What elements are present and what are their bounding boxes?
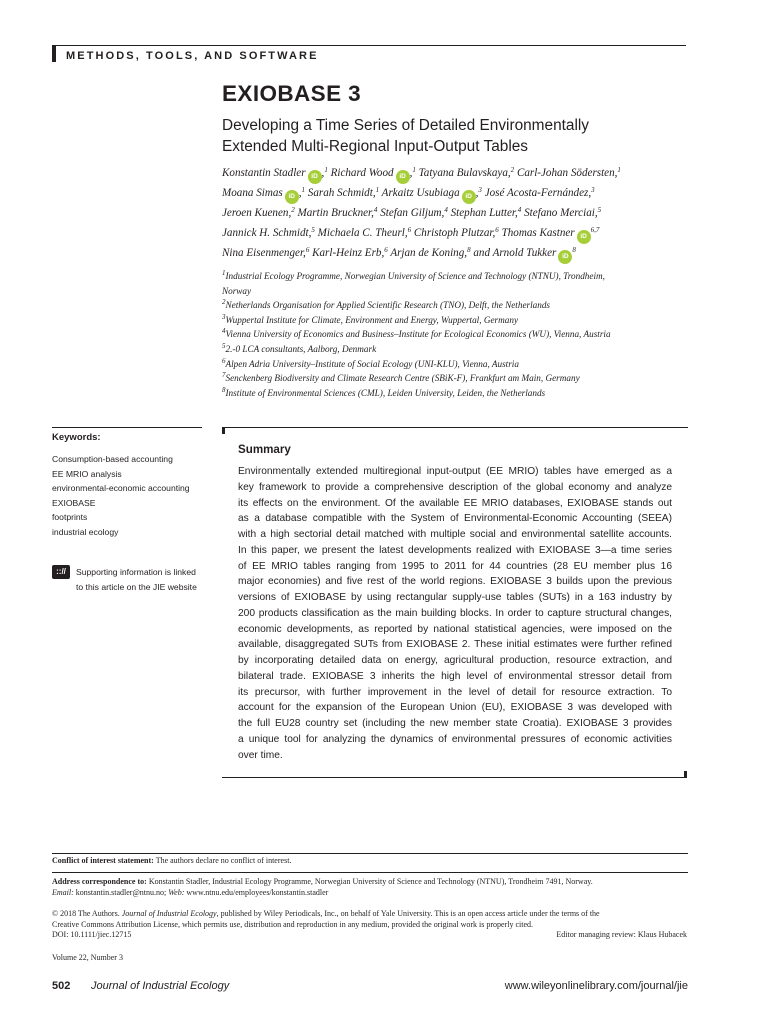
author-name: Christoph Plutzar — [413, 226, 493, 239]
summary-line: account for the expansion of the European Union (EU), EXIOBASE 3 was developed with — [238, 702, 672, 714]
affiliation-list — [222, 269, 692, 400]
affil-text: Wuppertal Institute for Climate, Environment and Energy, Wuppertal, Germany — [225, 314, 519, 325]
affil-ref: 1 — [375, 186, 380, 194]
managing-editor: Editor managing review: Klaus Hubacek — [556, 930, 687, 939]
keyword: footprints — [52, 512, 88, 523]
summary-line: the full EU28 country set (including the new member state Croatia). EXIOBASE 3 provides — [238, 718, 672, 729]
affil-number: 5 — [222, 341, 226, 350]
summary-line: its precursor, with further improvement in the level of detail for resource extraction. To — [238, 686, 672, 698]
author-line: Konstantin Stadler iD ,$^1$ Richard Wood iD ,$^1$ Tatyana Bulavskaya,$^2$ Carl-Johan Södersten,$^1$ — [222, 164, 692, 184]
orcid-icon[interactable]: iD — [462, 190, 476, 204]
summary-corner-mark — [222, 427, 225, 434]
affil-ref: 4 — [444, 206, 448, 214]
supporting-info-text[interactable] — [76, 565, 216, 595]
email-link[interactable]: konstantin.stadler@ntnu.no; — [75, 887, 167, 897]
affil-ref: 4 — [517, 206, 522, 214]
affil-ref: 6 — [305, 245, 310, 254]
section-label: METHODS, TOOLS, AND SOFTWARE — [66, 50, 319, 62]
article-subtitle — [222, 115, 692, 157]
author-name: Sarah Schmidt — [307, 187, 373, 199]
affiliation — [222, 342, 692, 357]
summary-line: of EE MRIO tables ranging from 1995 to 2011 for 44 countries (28 EU member plus 16 — [238, 560, 672, 572]
affil-ref: 4 — [373, 206, 378, 214]
affiliation — [222, 371, 692, 386]
affil-number: 7 — [222, 371, 226, 380]
summary-line: a unique tool for analyzing the dynamics of environmental pressures of economic activities — [238, 733, 672, 745]
supporting-info-icon[interactable]: ::// — [52, 565, 70, 579]
author-name: Jannick H. Schmidt — [222, 226, 309, 239]
article-title: EXIOBASE 3 — [222, 81, 362, 106]
journal-website[interactable]: www.wileyonlinelibrary.com/journal/jie — [504, 980, 688, 992]
summary-line: key framework to provide a comprehensive description of the global economy and analyze — [238, 481, 672, 493]
keyword: EXIOBASE — [52, 497, 96, 508]
affil-text: Netherlands Organisation for Applied Scientific Research (TNO), Delft, the Netherlands — [225, 300, 551, 311]
volume-info: Volume 22, Number 3 — [52, 953, 123, 962]
author-name: Konstantin Stadler — [222, 167, 306, 179]
subtitle-line: Extended Multi-Regional Input-Output Tables — [222, 138, 529, 155]
license-text: , published by Wiley Periodicals, Inc., on behalf of Yale University. This is an open access article under the terms of the — [216, 909, 600, 918]
email-label: Email: — [52, 887, 74, 897]
affil-text: Industrial Ecology Programme, Norwegian University of Science and Technology (NTNU), Trondheim, — [225, 271, 605, 281]
orcid-icon[interactable]: iD — [285, 190, 299, 204]
affil-ref: 6,7 — [590, 225, 600, 234]
affil-ref: 2 — [510, 166, 515, 174]
web-label: Web: — [168, 887, 185, 897]
author-name: Karl-Heinz Erb — [312, 246, 382, 259]
author-name: Richard Wood — [330, 167, 394, 179]
summary-bottom-rule — [222, 777, 687, 778]
affil-ref: 5 — [597, 206, 602, 214]
address-line — [52, 877, 688, 888]
summary-line: versions of EXIOBASE by using rectangular supply-use tables (SUTs) in a 163 industry by — [238, 592, 672, 603]
affil-number: 4 — [222, 327, 226, 336]
summary-top-rule — [222, 427, 688, 428]
author-list — [222, 164, 692, 264]
keywords-title: Keywords: — [52, 432, 101, 443]
summary-line: available, disaggregated SUTs from EXIOBASE 2. These initial estimates were further refined — [238, 639, 672, 651]
coi-label: Conflict of interest statement: — [52, 856, 154, 865]
keyword: environmental-economic accounting — [52, 483, 190, 494]
summary-line: major economies) and five rest of the world regions. EXIOBASE 3 builds upon the previous — [238, 576, 672, 588]
author-name: Carl-Johan Södersten — [516, 167, 615, 179]
address-label: Address correspondence to: — [52, 877, 147, 886]
supporting-info-line: to this article on the JIE website — [76, 581, 197, 592]
supporting-info-line: Supporting information is linked — [76, 567, 196, 577]
summary-line: by incorporating detailed data on energy, agricultural production, resource extraction, and — [238, 655, 672, 666]
section-rule — [56, 45, 686, 46]
affil-number: 6 — [222, 356, 226, 365]
affil-ref: 6 — [407, 225, 412, 234]
affil-ref: 6 — [384, 245, 388, 254]
web-link[interactable]: www.ntnu.edu/employees/konstantin.stadler — [186, 887, 329, 897]
address-text: Konstantin Stadler, Industrial Ecology Programme, Norwegian University of Science and Technology (NTNU), Trondheim 7491, Norway. — [148, 877, 593, 886]
affil-text: Senckenberg Biodiversity and Climate Research Centre (SBiK-F), Frankfurt am Main, Germany — [225, 373, 580, 384]
contact-line — [52, 888, 688, 899]
author-name: Stephan Lutter — [450, 207, 515, 219]
page-number: 502 — [52, 980, 71, 992]
affiliation — [222, 269, 692, 284]
affil-ref: 3 — [478, 186, 482, 194]
summary-line: In this paper, we present the latest developments realized with EXIOBASE 3—a time series — [238, 544, 672, 556]
summary-line: over time. — [238, 749, 283, 761]
orcid-icon[interactable]: iD — [577, 230, 591, 244]
author-name: Michaela C. Theurl — [317, 226, 405, 239]
summary-line: its effects on the environment. Of the available EE MRIO databases, EXIOBASE stands out — [238, 497, 672, 509]
keywords-list — [52, 452, 190, 540]
orcid-icon[interactable]: iD — [396, 170, 410, 184]
keyword: industrial ecology — [52, 526, 119, 537]
doi[interactable]: DOI: 10.1111/jiec.12715 — [52, 930, 132, 940]
summary-body — [238, 464, 672, 763]
affiliation — [222, 298, 692, 313]
journal-name: Journal of Industrial Ecology — [91, 980, 230, 992]
affil-number: 3 — [222, 312, 226, 321]
affil-ref: 1 — [324, 166, 328, 174]
keyword: Consumption-based accounting — [52, 454, 173, 464]
affil-number: 8 — [222, 385, 226, 394]
license-copyright: © 2018 The Authors. — [52, 909, 120, 918]
footnote-rule — [52, 853, 688, 854]
affiliation — [222, 357, 692, 372]
summary-line: 200 products classification as the main building blocks. In order to capture structural changes, — [238, 607, 672, 619]
address-correspondence — [52, 877, 688, 898]
affil-ref: 8 — [467, 245, 471, 254]
author-name: Stefan Giljum — [380, 207, 442, 219]
author-name: Thomas Kastner — [501, 226, 575, 239]
affil-number: 2 — [222, 298, 226, 307]
affil-ref: 1 — [617, 166, 621, 174]
affiliation-continued: Norway — [222, 285, 252, 296]
affil-text: 2.-0 LCA consultants, Aalborg, Denmark — [225, 343, 377, 354]
footnote-rule — [52, 872, 688, 873]
author-name: Stefano Merciai — [524, 207, 595, 219]
affil-ref: 2 — [291, 206, 295, 214]
section-bar-marker — [52, 45, 56, 62]
author-line: Nina Eisenmenger,$^6$ Karl-Heinz Erb,$^6$ Arjan de Koning,$^8$ and Arnold Tukker $iD^8$ — [222, 244, 692, 264]
author-name: Arkaitz Usubiaga — [381, 187, 460, 199]
author-name: José Acosta-Fernández — [484, 187, 589, 199]
summary-line: as a database compatible with the System of Environmental-Economic Accounting (SEEA) — [238, 513, 672, 525]
author-name: Moana Simas — [222, 187, 283, 199]
author-name: Arjan de Koning — [390, 246, 465, 259]
affiliation — [222, 327, 692, 342]
affil-ref: 1 — [301, 186, 305, 194]
affil-text: Vienna University of Economics and Business–Institute for Ecological Economics (WU), Vienna, Austria — [225, 329, 611, 340]
summary-line: Environmentally extended multiregional input-output (EE MRIO) tables have emerged as a — [238, 466, 672, 477]
author-line: Jannick H. Schmidt,$^5$ Michaela C. Theurl,$^6$ Christoph Plutzar,$^6$ Thomas Kastner iD$^{6,7}$ — [222, 224, 692, 244]
affil-number: 1 — [222, 269, 226, 277]
affiliation — [222, 313, 692, 328]
affil-ref: 8 — [572, 245, 576, 254]
license-journal: Journal of Industrial Ecology — [121, 909, 217, 918]
author-name: Tatyana Bulavskaya — [418, 167, 508, 179]
author-and: and — [473, 246, 490, 259]
affil-text: Institute of Environmental Sciences (CML), Leiden University, Leiden, the Netherlands — [225, 387, 546, 398]
affil-text: Alpen Adria University–Institute of Social Ecology (UNI-KLU), Vienna, Austria — [225, 358, 519, 369]
conflict-statement — [52, 856, 291, 867]
summary-line: bilateral trade. EXIOBASE 3 inherits the high level of environmental stressor detail from — [238, 670, 672, 682]
keyword: EE MRIO analysis — [52, 468, 122, 479]
orcid-icon[interactable]: iD — [558, 250, 572, 264]
author-name: Nina Eisenmenger — [222, 246, 304, 259]
keywords-rule — [52, 427, 202, 428]
coi-text: The authors declare no conflict of interest. — [155, 856, 292, 865]
license-line — [52, 909, 688, 920]
affiliation — [222, 386, 692, 401]
author-line: Jeroen Kuenen,$^2$ Martin Bruckner,$^4$ Stefan Giljum,$^4$ Stephan Lutter,$^4$ Stefano Merciai,$^5$ — [222, 206, 602, 219]
affil-ref: 5 — [311, 225, 315, 234]
summary-title: Summary — [238, 443, 291, 456]
affil-ref: 3 — [591, 186, 595, 194]
affil-ref: 6 — [495, 225, 499, 234]
summary-line: economic developments, as reported by national statistical agencies, were imposed on the — [238, 623, 672, 635]
license-line: Creative Commons Attribution License, which permits use, distribution and reproduction in any medium, provided the original work is properly cited. — [52, 919, 534, 929]
affil-ref: 1 — [412, 166, 416, 174]
subtitle-line: Developing a Time Series of Detailed Environmentally — [222, 117, 589, 134]
author-name: Jeroen Kuenen — [222, 207, 289, 219]
summary-line: with a high sectorial detail matched with multiple social and environmental satellite accounts. — [238, 529, 672, 540]
author-name: Martin Bruckner — [297, 207, 372, 219]
orcid-icon[interactable]: iD — [308, 170, 322, 184]
author-line: Moana Simas iD ,$^1$ Sarah Schmidt,$^1$ Arkaitz Usubiaga iD ,$^3$ José Acosta-Fernández,$^3$ — [222, 184, 692, 204]
author-name: Arnold Tukker — [492, 246, 557, 259]
